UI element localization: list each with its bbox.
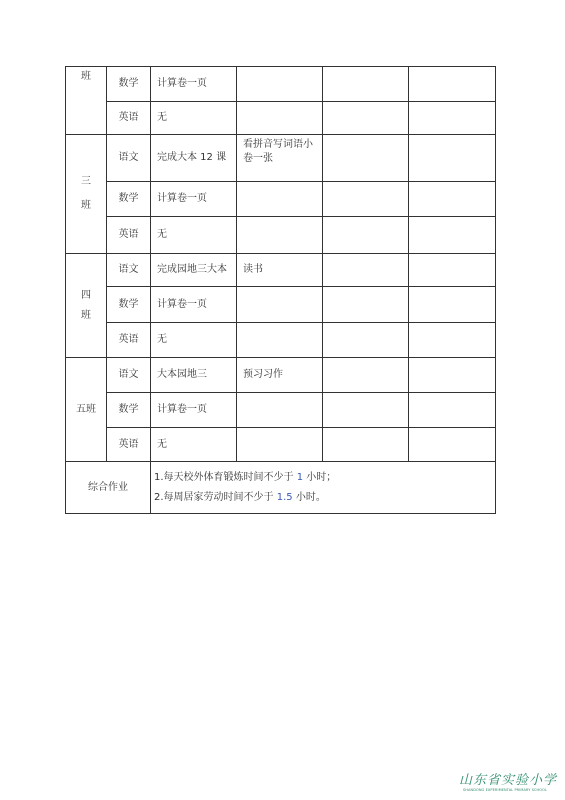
class-label: 三 班 (66, 135, 107, 254)
class-label: 四 班 (66, 254, 107, 358)
empty-cell (323, 254, 409, 287)
empty-cell (323, 428, 409, 462)
extra-cell (237, 67, 323, 102)
extra-cell (237, 323, 323, 358)
empty-cell (409, 102, 496, 135)
subject-cell: 英语 (107, 217, 151, 254)
task-cell: 计算卷一页 (151, 67, 237, 102)
table-row (66, 428, 496, 462)
empty-cell (409, 135, 496, 182)
extra-cell: 预习习作 (237, 358, 323, 393)
table-row (66, 67, 496, 102)
empty-cell (323, 323, 409, 358)
general-label: 综合作业 (66, 462, 151, 514)
subject-cell: 英语 (107, 428, 151, 462)
extra-cell (237, 182, 323, 217)
general-content (151, 462, 496, 514)
task-cell: 完成园地三大本 (151, 254, 237, 287)
extra-cell (237, 428, 323, 462)
task-cell: 无 (151, 323, 237, 358)
table-row (66, 323, 496, 358)
task-cell: 计算卷一页 (151, 182, 237, 217)
empty-cell (323, 217, 409, 254)
empty-cell (323, 135, 409, 182)
empty-cell (409, 67, 496, 102)
empty-cell (409, 358, 496, 393)
empty-cell (323, 393, 409, 428)
general-line-2: 2.每周居家劳动时间不少于 1.5 小时。 (154, 491, 326, 503)
extra-cell (237, 393, 323, 428)
table-row (66, 102, 496, 135)
empty-cell (409, 182, 496, 217)
subject-cell: 数学 (107, 287, 151, 323)
subject-cell: 数学 (107, 67, 151, 102)
general-line-1: 1.每天校外体育锻炼时间不少于 1 小时； (154, 471, 337, 483)
empty-cell (323, 67, 409, 102)
empty-cell (409, 393, 496, 428)
task-cell: 大本园地三 (151, 358, 237, 393)
extra-cell: 看拼音写词语小卷一张 (237, 135, 323, 182)
class-label: 班 (66, 67, 107, 135)
extra-cell (237, 217, 323, 254)
empty-cell (323, 102, 409, 135)
extra-cell (237, 102, 323, 135)
empty-cell (323, 358, 409, 393)
task-cell: 计算卷一页 (151, 287, 237, 323)
table-row (66, 287, 496, 323)
table-row (66, 182, 496, 217)
table-row (66, 217, 496, 254)
subject-cell: 英语 (107, 102, 151, 135)
table-row (66, 254, 496, 287)
table-row (66, 358, 496, 393)
extra-cell (237, 287, 323, 323)
school-logo-subtext: SHANDONG EXPERIMENTAL PRIMARY SCHOOL (462, 788, 548, 792)
subject-cell: 语文 (107, 254, 151, 287)
subject-cell: 英语 (107, 323, 151, 358)
school-logo-text: 山东省实验小学 (459, 773, 558, 788)
empty-cell (409, 217, 496, 254)
subject-cell: 语文 (107, 358, 151, 393)
subject-cell: 语文 (107, 135, 151, 182)
subject-cell: 数学 (107, 182, 151, 217)
empty-cell (409, 428, 496, 462)
task-cell: 无 (151, 428, 237, 462)
empty-cell (323, 287, 409, 323)
task-cell: 计算卷一页 (151, 393, 237, 428)
class-label: 五班 (66, 358, 107, 462)
empty-cell (323, 182, 409, 217)
empty-cell (409, 287, 496, 323)
task-cell: 完成大本 12 课 (151, 135, 237, 182)
homework-table (65, 66, 496, 514)
task-cell: 无 (151, 217, 237, 254)
empty-cell (409, 254, 496, 287)
table-row (66, 135, 496, 182)
task-cell: 无 (151, 102, 237, 135)
table-row (66, 393, 496, 428)
extra-cell: 读书 (237, 254, 323, 287)
subject-cell: 数学 (107, 393, 151, 428)
table-row (66, 462, 496, 514)
empty-cell (409, 323, 496, 358)
school-logo (459, 769, 558, 792)
